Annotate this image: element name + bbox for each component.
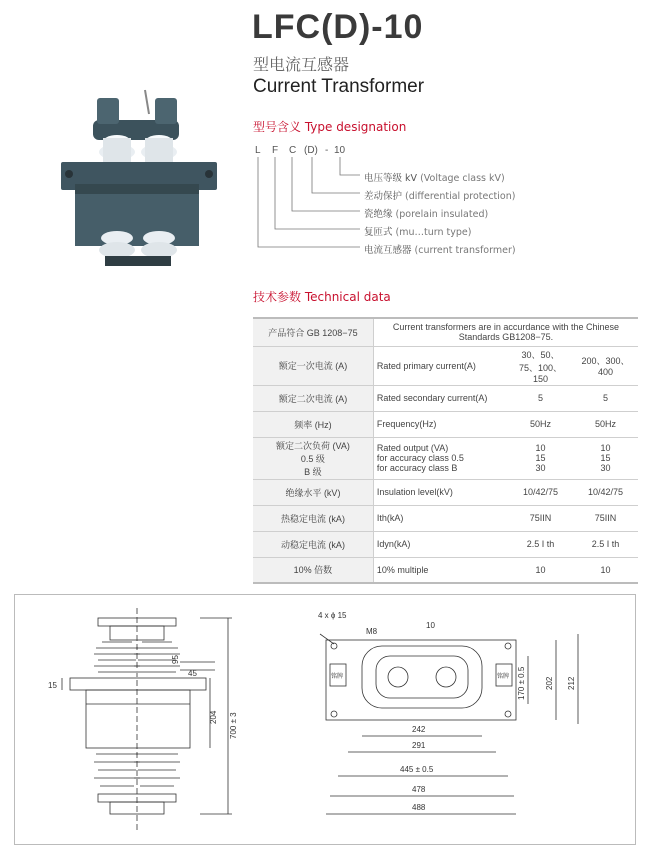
code-letter: F bbox=[272, 145, 279, 156]
table-cell: Ith(kA) bbox=[373, 505, 508, 531]
designation-leader-lines bbox=[250, 155, 365, 255]
table-cell: 额定二次电流 (A) bbox=[253, 385, 373, 411]
table-cell: Current transformers are in accurdance with the Chinese Standards GB1208−75. bbox=[373, 318, 638, 346]
dim-700: 700 ± 3 bbox=[229, 712, 238, 739]
dim-291: 291 bbox=[412, 741, 426, 750]
table-cell: 50Hz bbox=[573, 411, 638, 437]
dim-170: 170 ± 0.5 bbox=[517, 666, 526, 700]
designation-item: 差动保护 (differential protection) bbox=[364, 191, 516, 202]
designation-item: 电流互感器 (current transformer) bbox=[364, 245, 516, 256]
table-cell: Frequency(Hz) bbox=[373, 411, 508, 437]
code-letter: - bbox=[325, 145, 329, 156]
designation-item: 瓷绝缘 (porelain insulated) bbox=[364, 209, 489, 220]
dim-204: 204 bbox=[209, 710, 218, 724]
dim-478: 478 bbox=[412, 785, 426, 794]
dim-202: 202 bbox=[545, 676, 554, 690]
table-cell: 30、50、 75、100、 150 bbox=[508, 346, 573, 385]
model-title: LFC(D)-10 bbox=[252, 8, 424, 46]
table-cell: 10% multiple bbox=[373, 557, 508, 583]
side-elevation-drawing bbox=[40, 604, 240, 836]
table-cell: 10 bbox=[573, 557, 638, 583]
table-cell: Insulation level(kV) bbox=[373, 479, 508, 505]
table-cell: 产品符合 GB 1208−75 bbox=[253, 318, 373, 346]
table-cell: 10/42/75 bbox=[573, 479, 638, 505]
table-row bbox=[253, 318, 638, 346]
table-cell: 10 15 30 bbox=[573, 437, 638, 479]
table-row bbox=[253, 479, 638, 505]
table-row bbox=[253, 557, 638, 583]
table-cell: 绝缘水平 (kV) bbox=[253, 479, 373, 505]
table-cell: 75IIN bbox=[508, 505, 573, 531]
code-letter: (D) bbox=[304, 145, 318, 156]
dim-holes: 4 x ϕ 15 bbox=[318, 611, 347, 620]
table-cell: 热稳定电流 (kA) bbox=[253, 505, 373, 531]
table-cell: 75IIN bbox=[573, 505, 638, 531]
table-cell: Idyn(kA) bbox=[373, 531, 508, 557]
table-cell: 10 15 30 bbox=[508, 437, 573, 479]
code-letter: L bbox=[255, 145, 261, 156]
dim-445: 445 ± 0.5 bbox=[400, 765, 434, 774]
subtitle-chinese: 型电流互感器 bbox=[253, 55, 350, 74]
nameplate-label: 铭牌 bbox=[331, 674, 344, 680]
subtitle-english: Current Transformer bbox=[253, 76, 425, 97]
table-cell: 2.5 I th bbox=[508, 531, 573, 557]
table-cell: 频率 (Hz) bbox=[253, 411, 373, 437]
dim-m8: M8 bbox=[366, 627, 378, 636]
designation-item: 电压等级 kV (Voltage class kV) bbox=[364, 173, 505, 184]
technical-data-table bbox=[253, 317, 638, 584]
table-cell: 200、300、 400 bbox=[573, 346, 638, 385]
product-photo bbox=[35, 80, 235, 280]
dim-45: 45 bbox=[188, 669, 197, 678]
table-row bbox=[253, 346, 638, 385]
table-row bbox=[253, 411, 638, 437]
table-cell: 10/42/75 bbox=[508, 479, 573, 505]
table-cell: 10% 倍数 bbox=[253, 557, 373, 583]
table-cell: Rated secondary current(A) bbox=[373, 385, 508, 411]
table-cell: Rated primary current(A) bbox=[373, 346, 508, 385]
table-row bbox=[253, 437, 638, 479]
svg-text:15: 15 bbox=[48, 681, 57, 690]
dim-242: 242 bbox=[412, 725, 426, 734]
table-row bbox=[253, 505, 638, 531]
table-cell: 2.5 I th bbox=[573, 531, 638, 557]
technical-data-title: 技术参数 Technical data bbox=[253, 290, 391, 304]
dim-212: 212 bbox=[567, 676, 576, 690]
nameplate-label: 铭牌 bbox=[497, 674, 510, 680]
table-cell: 50Hz bbox=[508, 411, 573, 437]
table-cell: 5 bbox=[508, 385, 573, 411]
table-row bbox=[253, 531, 638, 557]
dim-95: 95 bbox=[171, 655, 180, 664]
plan-view-drawing bbox=[300, 604, 630, 836]
table-row bbox=[253, 385, 638, 411]
table-cell: 额定二次负荷 (VA) 0.5 级 B 级 bbox=[253, 437, 373, 479]
table-cell: Rated output (VA) for accuracy class 0.5 for accuracy class B bbox=[373, 437, 508, 479]
table-cell: 10 bbox=[508, 557, 573, 583]
type-designation-title: 型号含义 Type designation bbox=[253, 120, 407, 134]
table-cell: 动稳定电流 (kA) bbox=[253, 531, 373, 557]
code-letter: C bbox=[289, 145, 297, 156]
dim-10: 10 bbox=[426, 621, 435, 630]
table-cell: 额定一次电流 (A) bbox=[253, 346, 373, 385]
table-cell: 5 bbox=[573, 385, 638, 411]
code-letter: 10 bbox=[334, 145, 346, 156]
designation-item: 复匝式 (mu…turn type) bbox=[364, 227, 472, 238]
dim-488: 488 bbox=[412, 803, 426, 812]
